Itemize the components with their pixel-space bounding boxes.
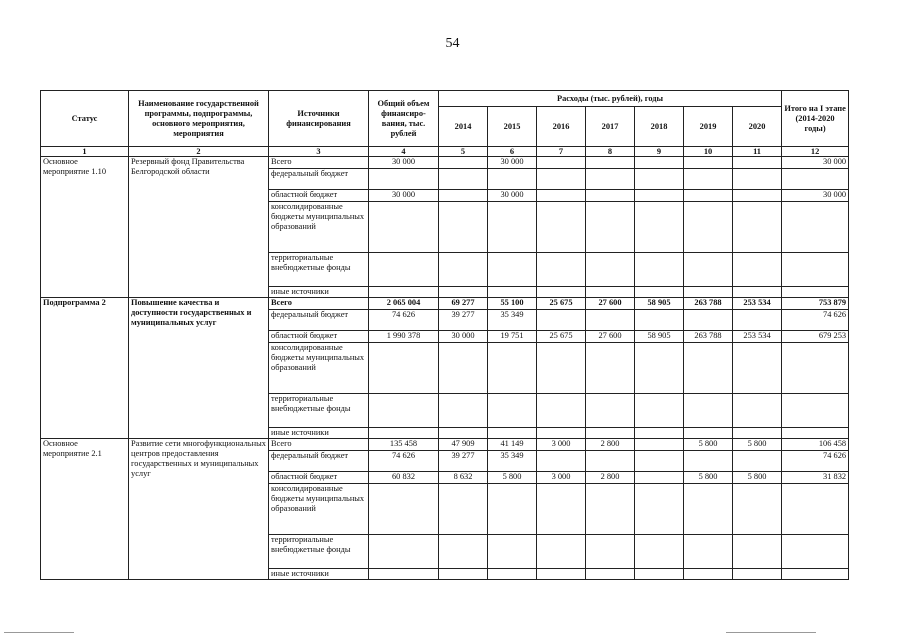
source-label: областной бюджет xyxy=(269,331,369,343)
table-row xyxy=(41,298,849,310)
value-cell xyxy=(369,253,439,287)
value-cell xyxy=(586,428,635,439)
value-cell xyxy=(635,484,684,535)
value-cell: 106 458 xyxy=(782,439,849,451)
row-status: Подпрограмма 2 xyxy=(41,298,129,439)
row-status: Основное мероприятие 1.10 xyxy=(41,157,129,298)
column-index: 7 xyxy=(537,147,586,157)
value-cell xyxy=(488,428,537,439)
source-label: территориальные внебюджетные фонды xyxy=(269,394,369,428)
source-label: федеральный бюджет xyxy=(269,310,369,331)
source-label: иные источники xyxy=(269,569,369,580)
value-cell xyxy=(439,343,488,394)
source-label: территориальные внебюджетные фонды xyxy=(269,253,369,287)
value-cell xyxy=(684,343,733,394)
value-cell: 135 458 xyxy=(369,439,439,451)
value-cell: 5 800 xyxy=(684,472,733,484)
value-cell xyxy=(488,253,537,287)
value-cell xyxy=(684,535,733,569)
column-index: 12 xyxy=(782,147,849,157)
bottom-rule-right xyxy=(726,632,816,633)
header-status: Статус xyxy=(41,91,129,147)
value-cell xyxy=(635,394,684,428)
value-cell xyxy=(684,484,733,535)
value-cell xyxy=(537,202,586,253)
value-cell xyxy=(684,428,733,439)
value-cell xyxy=(439,484,488,535)
value-cell xyxy=(733,343,782,394)
value-cell xyxy=(684,253,733,287)
value-cell xyxy=(439,569,488,580)
header-name: Наименование государственной программы, подпрограммы, основного мероприятия, мероприятия xyxy=(129,91,269,147)
column-index: 4 xyxy=(369,147,439,157)
value-cell xyxy=(635,569,684,580)
header-final: Итого на I этапе (2014-2020 годы) xyxy=(782,91,849,147)
value-cell xyxy=(537,484,586,535)
value-cell: 5 800 xyxy=(488,472,537,484)
value-cell xyxy=(733,535,782,569)
value-cell xyxy=(684,202,733,253)
value-cell xyxy=(369,287,439,298)
value-cell xyxy=(537,287,586,298)
column-index: 2 xyxy=(129,147,269,157)
value-cell xyxy=(782,287,849,298)
value-cell xyxy=(537,394,586,428)
value-cell: 74 626 xyxy=(369,451,439,472)
value-cell xyxy=(684,287,733,298)
source-label: Всего xyxy=(269,439,369,451)
value-cell xyxy=(369,484,439,535)
value-cell xyxy=(586,202,635,253)
value-cell xyxy=(586,569,635,580)
table-row xyxy=(41,157,849,169)
value-cell xyxy=(635,310,684,331)
value-cell xyxy=(586,169,635,190)
value-cell: 753 879 xyxy=(782,298,849,310)
column-index: 6 xyxy=(488,147,537,157)
source-label: областной бюджет xyxy=(269,190,369,202)
value-cell xyxy=(733,190,782,202)
value-cell xyxy=(782,484,849,535)
value-cell: 41 149 xyxy=(488,439,537,451)
value-cell xyxy=(369,394,439,428)
header-year: 2016 xyxy=(537,107,586,147)
value-cell: 2 800 xyxy=(586,472,635,484)
value-cell: 2 065 004 xyxy=(369,298,439,310)
row-name: Развитие сети многофункциональных центров предоставления государственных и муниципальных услуг xyxy=(129,439,269,580)
value-cell: 2 800 xyxy=(586,439,635,451)
header-year: 2015 xyxy=(488,107,537,147)
value-cell xyxy=(488,343,537,394)
value-cell xyxy=(369,535,439,569)
value-cell xyxy=(369,169,439,190)
value-cell xyxy=(782,394,849,428)
value-cell xyxy=(537,451,586,472)
row-name: Резервный фонд Правительства Белгородской области xyxy=(129,157,269,298)
value-cell: 253 534 xyxy=(733,331,782,343)
source-label: иные источники xyxy=(269,428,369,439)
value-cell xyxy=(635,190,684,202)
value-cell: 5 800 xyxy=(733,439,782,451)
value-cell xyxy=(586,343,635,394)
value-cell xyxy=(635,157,684,169)
value-cell xyxy=(782,253,849,287)
value-cell xyxy=(733,253,782,287)
bottom-rule-left xyxy=(4,632,74,633)
source-label: иные источники xyxy=(269,287,369,298)
value-cell xyxy=(635,428,684,439)
value-cell: 39 277 xyxy=(439,451,488,472)
value-cell xyxy=(733,484,782,535)
source-label: Всего xyxy=(269,157,369,169)
value-cell xyxy=(369,569,439,580)
value-cell xyxy=(635,439,684,451)
value-cell: 39 277 xyxy=(439,310,488,331)
value-cell xyxy=(635,343,684,394)
source-label: федеральный бюджет xyxy=(269,451,369,472)
value-cell xyxy=(439,428,488,439)
value-cell: 27 600 xyxy=(586,298,635,310)
value-cell xyxy=(488,202,537,253)
value-cell: 74 626 xyxy=(782,451,849,472)
value-cell xyxy=(733,310,782,331)
source-label: федеральный бюджет xyxy=(269,169,369,190)
value-cell xyxy=(635,169,684,190)
value-cell: 30 000 xyxy=(782,157,849,169)
value-cell xyxy=(488,535,537,569)
header-expenses: Расходы (тыс. рублей), годы xyxy=(439,91,782,107)
column-index: 9 xyxy=(635,147,684,157)
value-cell xyxy=(439,190,488,202)
value-cell xyxy=(586,535,635,569)
header-year: 2018 xyxy=(635,107,684,147)
value-cell: 30 000 xyxy=(488,157,537,169)
value-cell: 8 632 xyxy=(439,472,488,484)
value-cell xyxy=(733,202,782,253)
value-cell: 60 832 xyxy=(369,472,439,484)
value-cell: 263 788 xyxy=(684,331,733,343)
value-cell xyxy=(733,287,782,298)
value-cell xyxy=(586,310,635,331)
value-cell xyxy=(369,202,439,253)
value-cell xyxy=(635,287,684,298)
value-cell xyxy=(635,253,684,287)
value-cell xyxy=(782,202,849,253)
value-cell: 58 905 xyxy=(635,331,684,343)
value-cell: 19 751 xyxy=(488,331,537,343)
value-cell: 5 800 xyxy=(733,472,782,484)
source-label: Всего xyxy=(269,298,369,310)
value-cell: 27 600 xyxy=(586,331,635,343)
value-cell: 253 534 xyxy=(733,298,782,310)
value-cell: 74 626 xyxy=(369,310,439,331)
value-cell xyxy=(439,202,488,253)
value-cell xyxy=(733,157,782,169)
column-index: 1 xyxy=(41,147,129,157)
value-cell xyxy=(586,394,635,428)
table-row xyxy=(41,439,849,451)
value-cell: 5 800 xyxy=(684,439,733,451)
row-name: Повышение качества и доступности государственных и муниципальных услуг xyxy=(129,298,269,439)
value-cell: 35 349 xyxy=(488,310,537,331)
value-cell xyxy=(586,253,635,287)
source-label: областной бюджет xyxy=(269,472,369,484)
value-cell xyxy=(369,428,439,439)
value-cell: 30 000 xyxy=(369,190,439,202)
value-cell xyxy=(684,310,733,331)
value-cell: 30 000 xyxy=(782,190,849,202)
column-index: 8 xyxy=(586,147,635,157)
value-cell xyxy=(684,190,733,202)
value-cell xyxy=(684,394,733,428)
value-cell xyxy=(586,190,635,202)
value-cell: 47 909 xyxy=(439,439,488,451)
value-cell xyxy=(782,535,849,569)
value-cell xyxy=(684,451,733,472)
value-cell xyxy=(439,253,488,287)
column-index: 10 xyxy=(684,147,733,157)
value-cell: 3 000 xyxy=(537,439,586,451)
value-cell: 58 905 xyxy=(635,298,684,310)
value-cell xyxy=(586,287,635,298)
value-cell xyxy=(439,157,488,169)
value-cell xyxy=(684,169,733,190)
source-label: территориальные внебюджетные фонды xyxy=(269,535,369,569)
value-cell xyxy=(782,343,849,394)
value-cell: 30 000 xyxy=(439,331,488,343)
value-cell xyxy=(782,569,849,580)
value-cell xyxy=(537,169,586,190)
value-cell: 35 349 xyxy=(488,451,537,472)
value-cell: 31 832 xyxy=(782,472,849,484)
value-cell: 25 675 xyxy=(537,331,586,343)
value-cell xyxy=(439,535,488,569)
value-cell: 679 253 xyxy=(782,331,849,343)
value-cell xyxy=(488,569,537,580)
value-cell xyxy=(586,451,635,472)
value-cell xyxy=(537,428,586,439)
value-cell xyxy=(733,451,782,472)
row-status: Основное мероприятие 2.1 xyxy=(41,439,129,580)
page-number: 54 xyxy=(445,36,460,51)
column-index: 11 xyxy=(733,147,782,157)
column-index: 5 xyxy=(439,147,488,157)
value-cell xyxy=(488,287,537,298)
budget-table xyxy=(40,90,849,580)
value-cell xyxy=(488,169,537,190)
value-cell xyxy=(537,157,586,169)
source-label: консолидированные бюджеты муниципальных образований xyxy=(269,484,369,535)
value-cell: 3 000 xyxy=(537,472,586,484)
value-cell xyxy=(733,394,782,428)
value-cell: 263 788 xyxy=(684,298,733,310)
source-label: консолидированные бюджеты муниципальных образований xyxy=(269,343,369,394)
value-cell xyxy=(439,287,488,298)
column-index-row xyxy=(41,147,849,157)
value-cell: 74 626 xyxy=(782,310,849,331)
value-cell: 30 000 xyxy=(369,157,439,169)
value-cell xyxy=(684,569,733,580)
value-cell xyxy=(537,535,586,569)
value-cell xyxy=(733,428,782,439)
value-cell xyxy=(439,394,488,428)
value-cell xyxy=(635,451,684,472)
value-cell xyxy=(537,569,586,580)
header-year: 2017 xyxy=(586,107,635,147)
header-sources: Источники финансирования xyxy=(269,91,369,147)
value-cell xyxy=(635,472,684,484)
value-cell xyxy=(537,253,586,287)
value-cell: 30 000 xyxy=(488,190,537,202)
value-cell xyxy=(537,343,586,394)
value-cell xyxy=(488,394,537,428)
value-cell xyxy=(782,169,849,190)
header-year: 2014 xyxy=(439,107,488,147)
header-year: 2020 xyxy=(733,107,782,147)
header-year: 2019 xyxy=(684,107,733,147)
value-cell xyxy=(537,190,586,202)
value-cell xyxy=(733,569,782,580)
value-cell: 1 990 378 xyxy=(369,331,439,343)
value-cell xyxy=(782,428,849,439)
value-cell: 55 100 xyxy=(488,298,537,310)
value-cell xyxy=(369,343,439,394)
value-cell xyxy=(635,202,684,253)
value-cell xyxy=(733,169,782,190)
value-cell: 69 277 xyxy=(439,298,488,310)
value-cell xyxy=(439,169,488,190)
source-label: консолидированные бюджеты муниципальных образований xyxy=(269,202,369,253)
value-cell xyxy=(586,484,635,535)
value-cell xyxy=(635,535,684,569)
value-cell xyxy=(537,310,586,331)
value-cell: 25 675 xyxy=(537,298,586,310)
value-cell xyxy=(488,484,537,535)
value-cell xyxy=(684,157,733,169)
column-index: 3 xyxy=(269,147,369,157)
value-cell xyxy=(586,157,635,169)
header-total: Общий объем финансиро-вания, тыс. рублей xyxy=(369,91,439,147)
